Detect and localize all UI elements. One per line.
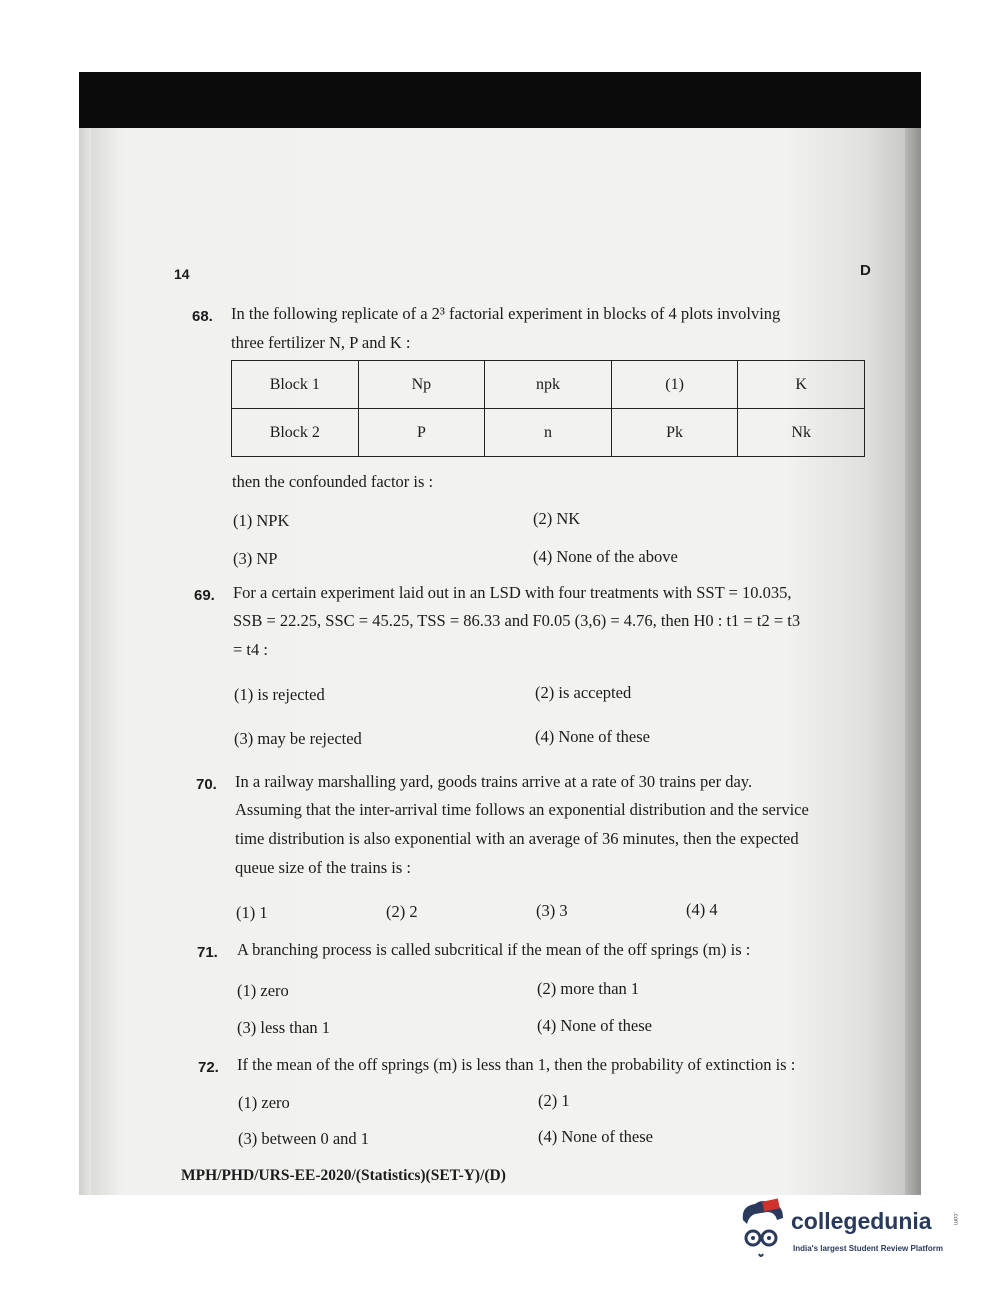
question-68-stem: then the confounded factor is :: [232, 472, 434, 491]
page-left-edge: [79, 128, 91, 1195]
question-69-option-1: (1) is rejected: [234, 685, 325, 704]
question-71-option-4: (4) None of these: [537, 1016, 653, 1035]
page-right-shadow: [905, 128, 921, 1195]
question-70-option-3: (3) 3: [536, 901, 568, 920]
brand-name: collegedunia: [791, 1208, 932, 1234]
table-cell: npk: [485, 361, 612, 409]
question-68-line-2: three fertilizer N, P and K :: [231, 333, 411, 352]
question-68-number: 68.: [192, 308, 213, 325]
question-72-option-1: (1) zero: [238, 1093, 290, 1112]
paper-sheet: [91, 128, 906, 1195]
table-cell: K: [738, 361, 865, 409]
set-letter: D: [860, 262, 871, 279]
brand-suffix: .com: [952, 1212, 958, 1226]
question-72-option-2: (2) 1: [538, 1091, 570, 1110]
question-72-option-4: (4) None of these: [538, 1127, 654, 1146]
question-68-option-3: (3) NP: [233, 549, 278, 568]
question-69-line-2: SSB = 22.25, SSC = 45.25, TSS = 86.33 and F0.05 (3,6) = 4.76, then H0 : t1 = t2 = t3: [233, 611, 801, 630]
collegedunia-logo[interactable]: [737, 1198, 967, 1268]
table-cell: Block 2: [232, 409, 359, 457]
table-cell: Np: [358, 361, 485, 409]
scanner-black-border: [79, 72, 921, 128]
paper-code-footer: MPH/PHD/URS-EE-2020/(Statistics)(SET-Y)/(D): [181, 1167, 506, 1184]
question-69-option-3: (3) may be rejected: [234, 729, 362, 748]
table-cell: P: [358, 409, 485, 457]
question-72-number: 72.: [198, 1059, 219, 1076]
question-70-line-4: queue size of the trains is :: [235, 858, 411, 877]
table-cell: (1): [611, 361, 738, 409]
table-row: [232, 361, 865, 409]
question-72-line-1: If the mean of the off springs (m) is less than 1, then the probability of extinction is :: [237, 1055, 796, 1074]
question-72-option-3: (3) between 0 and 1: [238, 1129, 370, 1148]
question-71-option-2: (2) more than 1: [537, 979, 640, 998]
question-71-option-3: (3) less than 1: [237, 1018, 331, 1037]
brand-tagline: India's largest Student Review Platform: [793, 1244, 943, 1253]
question-70-option-4: (4) 4: [686, 900, 718, 919]
question-70-line-2: Assuming that the inter-arrival time follows an exponential distribution and the service: [235, 800, 809, 819]
question-71-number: 71.: [197, 944, 218, 961]
question-70-line-3: time distribution is also exponential with an average of 36 minutes, then the expected: [235, 829, 799, 848]
question-68-option-1: (1) NPK: [233, 511, 290, 530]
question-69-line-3: = t4 :: [233, 640, 268, 659]
question-70-number: 70.: [196, 776, 217, 793]
question-71-option-1: (1) zero: [237, 981, 289, 1000]
question-68-line-1: In the following replicate of a 2³ factorial experiment in blocks of 4 plots involving: [231, 304, 781, 323]
question-69-option-2: (2) is accepted: [535, 683, 632, 702]
question-68-option-2: (2) NK: [533, 509, 581, 528]
question-71-line-1: A branching process is called subcritical if the mean of the off springs (m) is :: [237, 940, 751, 959]
scanned-page: [79, 72, 921, 1195]
page-number: 14: [174, 266, 190, 282]
table-cell: n: [485, 409, 612, 457]
question-70-line-1: In a railway marshalling yard, goods trains arrive at a rate of 30 trains per day.: [235, 772, 753, 791]
question-69-option-4: (4) None of these: [535, 727, 651, 746]
question-68-option-4: (4) None of the above: [533, 547, 678, 566]
question-69-line-1: For a certain experiment laid out in an LSD with four treatments with SST = 10.035,: [233, 583, 792, 602]
block-table: [231, 360, 865, 457]
question-70-option-2: (2) 2: [386, 902, 418, 921]
mascot-icon: [737, 1198, 793, 1264]
table-cell: Block 1: [232, 361, 359, 409]
table-cell: Pk: [611, 409, 738, 457]
table-row: [232, 409, 865, 457]
table-cell: Nk: [738, 409, 865, 457]
question-69-number: 69.: [194, 587, 215, 604]
question-70-option-1: (1) 1: [236, 903, 268, 922]
